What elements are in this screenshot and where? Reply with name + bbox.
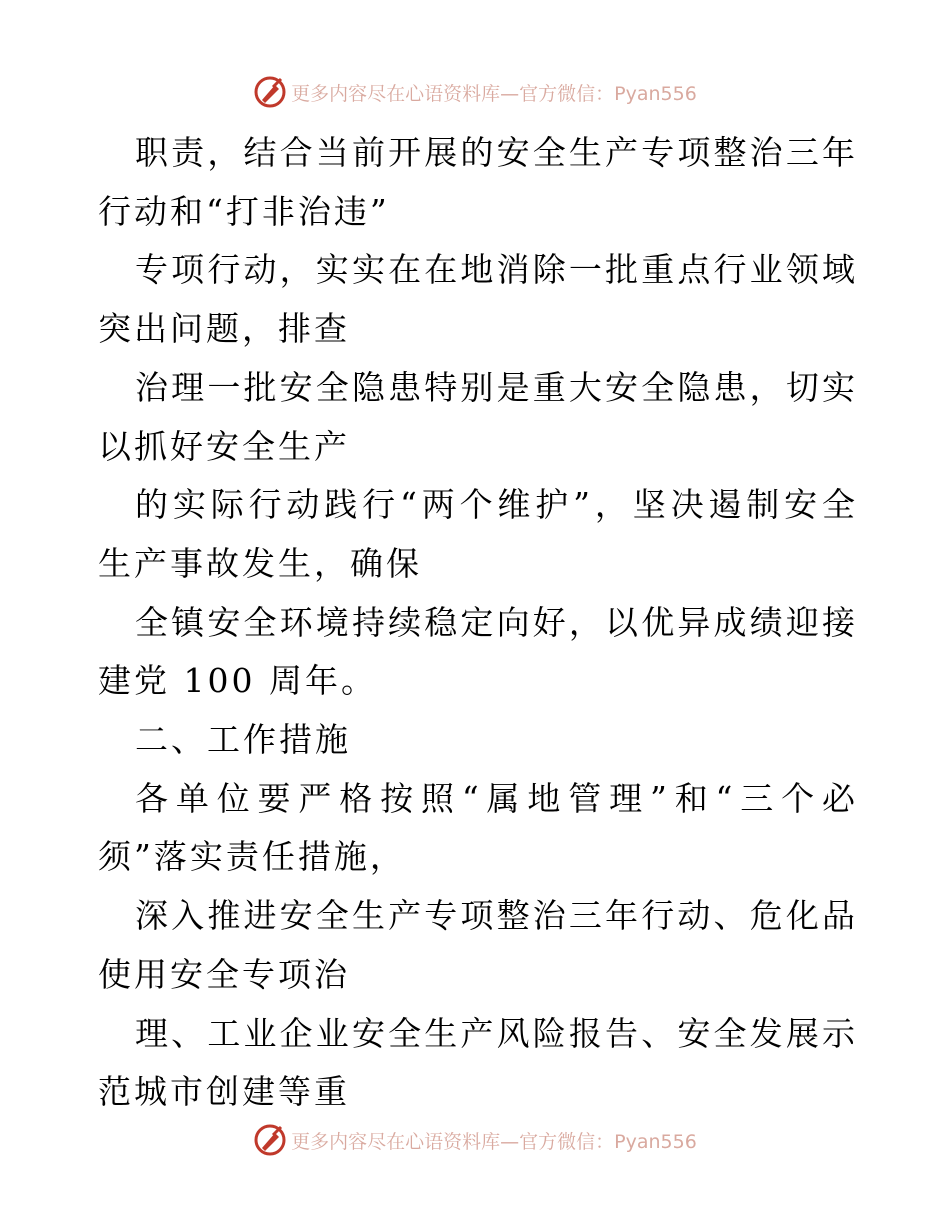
paragraph: 全镇安全环境持续稳定向好，以优异成绩迎接建党 100 周年。 bbox=[98, 602, 858, 701]
pen-nib-logo-icon bbox=[253, 75, 287, 109]
watermark-text: 更多内容尽在心语资料库—官方微信：Pyan556 bbox=[291, 82, 697, 105]
paragraph: 理、工业企业安全生产风险报告、安全发展示范城市创建等重 bbox=[98, 1013, 858, 1112]
pen-nib-logo-icon bbox=[253, 1123, 287, 1157]
paragraph: 各单位要严格按照“属地管理”和“三个必须”落实责任措施， bbox=[98, 778, 858, 877]
paragraph: 治理一批安全隐患特别是重大安全隐患，切实以抓好安全生产 bbox=[98, 367, 858, 466]
header-watermark bbox=[0, 72, 950, 112]
paragraph: 的实际行动践行“两个维护”，坚决遏制安全生产事故发生，确保 bbox=[98, 485, 858, 583]
footer-watermark bbox=[0, 1120, 950, 1160]
paragraph: 深入推进安全生产专项整治三年行动、危化品使用安全专项治 bbox=[98, 896, 858, 994]
paragraph: 职责，结合当前开展的安全生产专项整治三年行动和“打非治违” bbox=[98, 133, 858, 231]
document-body bbox=[98, 124, 858, 1122]
watermark-text: 更多内容尽在心语资料库—官方微信：Pyan556 bbox=[291, 1130, 697, 1153]
section-heading: 二、工作措施 bbox=[135, 720, 351, 760]
paragraph: 专项行动，实实在在地消除一批重点行业领域突出问题，排查 bbox=[98, 250, 858, 349]
